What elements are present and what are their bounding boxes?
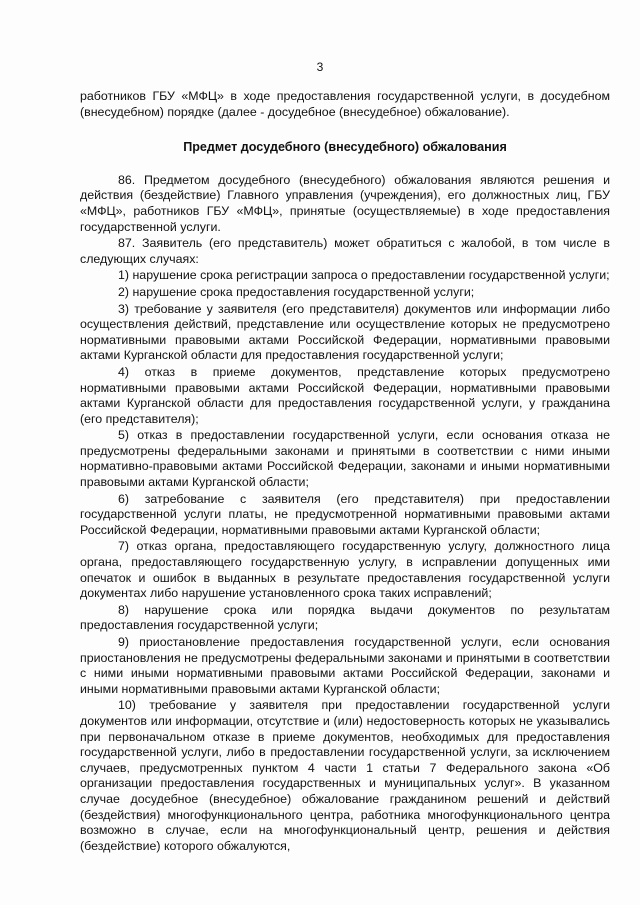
list-item-5: 5) отказ в предоставлении государственной услуги, если основания отказа не предусмотрены федеральными законами и принятыми в соответствии с ними иными нормативно-правовыми актами Российской Федерации, законами и иными нормативными правовыми актами Курганской области; xyxy=(80,428,610,490)
paragraph-87: 87. Заявитель (его представитель) может обратиться с жалобой, в том числе в следующих случаях: xyxy=(80,236,610,266)
list-item-2: 2) нарушение срока предоставления государственной услуги; xyxy=(118,284,475,299)
page-number: 3 xyxy=(316,60,324,74)
list-item-8: 8) нарушение срока или порядка выдачи документов по результатам предоставления государственной услуги; xyxy=(80,602,610,633)
list-item-10: 10) требование у заявителя при предоставлении государственной услуги документов или информации, отсутствие и (или) недостоверность которых не указывались при первоначальном отказе в приеме документов, необходимых для предоставления государственной услуги, либо в предоставлении государственной услуги, за исключением случаев, предусмотренных пунктом 4 части 1 статьи 7 Федерального закона «Об организации предоставления государственных и муниципальных услуг». В указанном случае досудебное (внесудебное) обжалование гражданином решений и действий (бездействия) многофункционального центра, работника многофункционального центра возможно в случае, если на многофункциональный центр, решения и действия (бездействие) которого обжалуются, xyxy=(80,698,610,853)
intro-paragraph: работников ГБУ «МФЦ» в ходе предоставления государственной услуги, в досудебном (внесудебном) порядке (далее - досудебное (внесудебное) обжалование). xyxy=(80,89,610,119)
list-item-1: 1) нарушение срока регистрации запроса о предоставлении государственной услуги; xyxy=(118,268,610,283)
list-item-3: 3) требование у заявителя (его представителя) документов или информации либо осуществления действий, представление или осуществление которых не предусмотрено нормативными правовыми актами Российской Федерации, нормативными правовыми актами Курганской области для предоставления государственной услуги; xyxy=(80,301,610,363)
paragraph-86: 86. Предметом досудебного (внесудебного) обжалования являются решения и действия (бездействие) Главного управления (учреждения), его должностных лиц, ГБУ «МФЦ», работников ГБУ «МФЦ», принятые (осуществляемые) в ходе предоставления государственной услуги. xyxy=(80,172,610,234)
list-item-7: 7) отказ органа, предоставляющего государственную услугу, должностного лица органа, предоставляющего государственную услугу, в исправлении допущенных ими опечаток и ошибок в выданных в результате предоставления государственной услуги документах либо нарушение установленного срока таких исправлений; xyxy=(80,539,610,601)
document-body xyxy=(80,89,610,854)
list-item-4: 4) отказ в приеме документов, представление которых предусмотрено нормативными правовыми актами Российской Федерации, нормативными правовыми актами Курганской области для предоставления государственной услуги, у гражданина (его представителя); xyxy=(80,364,610,426)
list-item-9: 9) приостановление предоставления государственной услуги, если основания приостановления не предусмотрены федеральными законами и принятыми в соответствии с ними иными нормативными правовыми актами Российской Федерации, законами и иными нормативными правовыми актами Курганской области; xyxy=(80,635,610,696)
list-item-6: 6) затребование с заявителя (его представителя) при предоставлении государственной услуги платы, не предусмотренной нормативными правовыми актами Российской Федерации, нормативными правовыми актами Курганской области; xyxy=(80,491,610,537)
section-heading: Предмет досудебного (внесудебного) обжалования xyxy=(183,140,507,155)
